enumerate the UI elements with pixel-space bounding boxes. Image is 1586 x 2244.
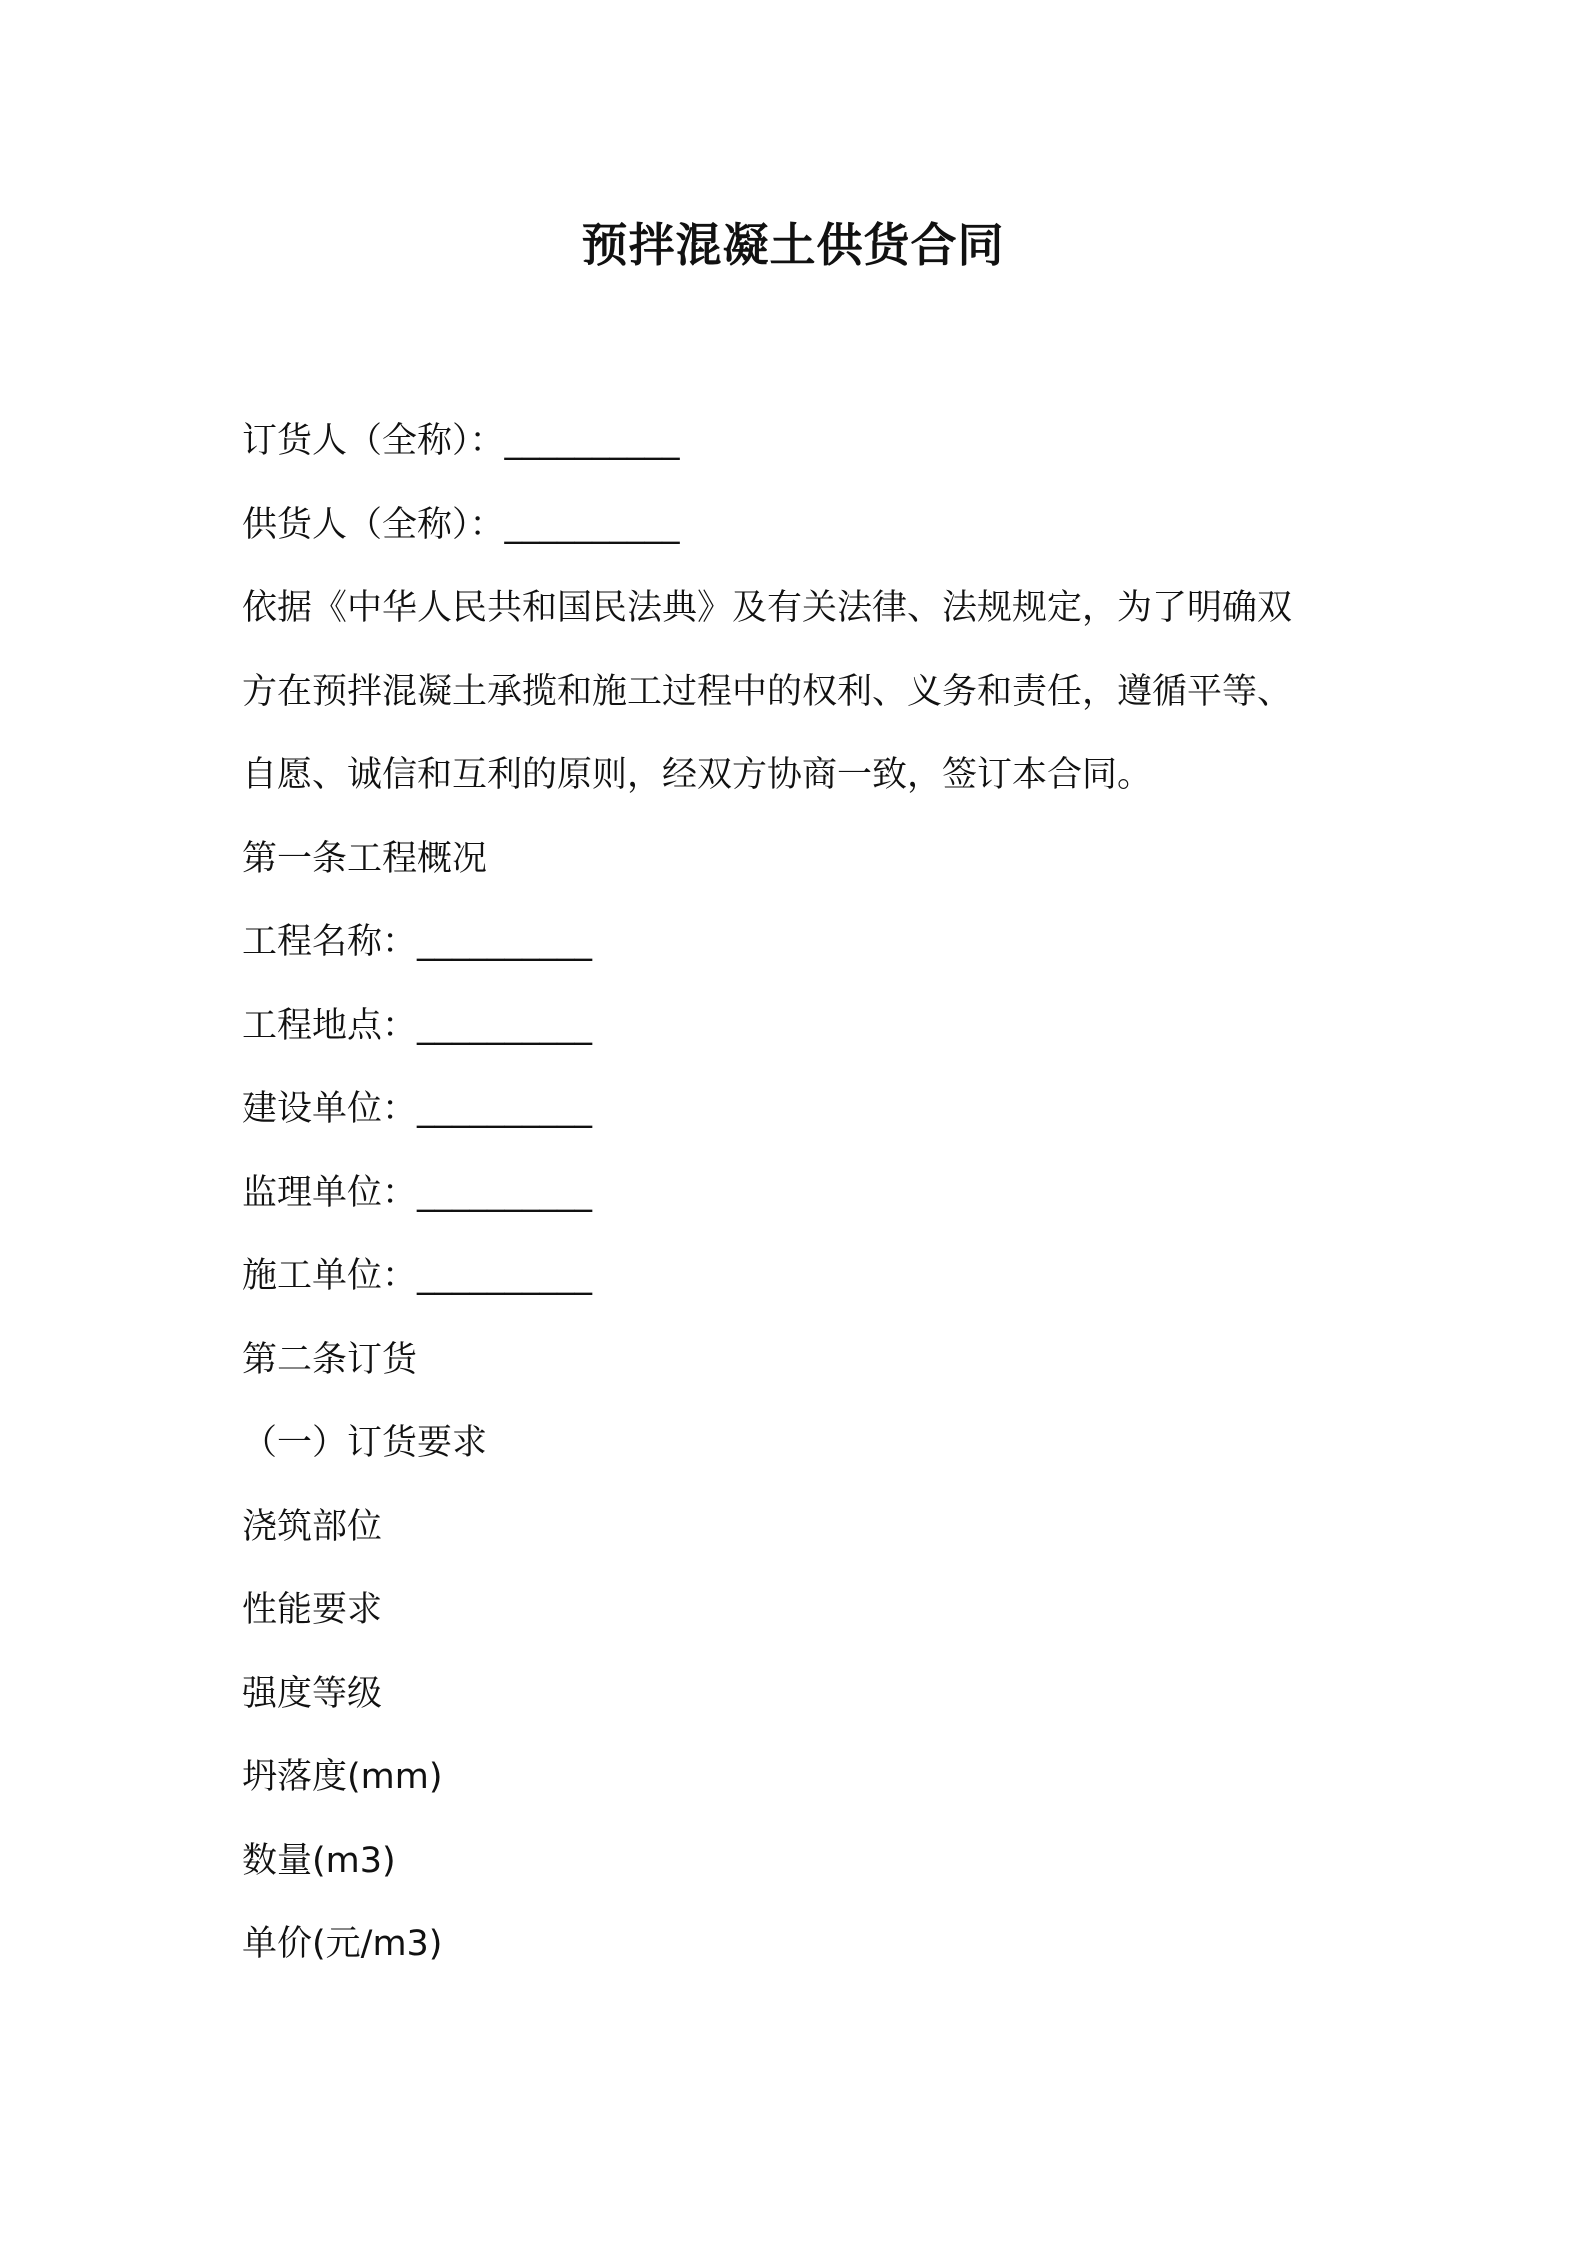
construction-unit-field: 建设单位：__________ <box>242 1089 593 1129</box>
order-requirements-subheading: （一）订货要求 <box>242 1423 488 1463</box>
supplier-field: 供货人（全称）：__________ <box>242 504 680 545</box>
project-name-field: 工程名称：__________ <box>242 922 593 962</box>
contractor-unit-field: 施工单位：__________ <box>242 1256 593 1296</box>
slump-item: 坍落度(mm) <box>242 1757 443 1797</box>
pouring-location-item: 浇筑部位 <box>242 1506 383 1547</box>
intro-line-3: 自愿、诚信和互利的原则，经双方协商一致，签订本合同。 <box>242 755 1153 795</box>
article-1-heading: 第一条工程概况 <box>242 838 488 879</box>
performance-requirements-item: 性能要求 <box>242 1590 383 1630</box>
unit-price-item: 单价(元/m3) <box>242 1924 443 1964</box>
intro-line-2: 方在预拌混凝土承揽和施工过程中的权利、义务和责任，遵循平等、 <box>242 671 1293 712</box>
document-title: 预拌混凝土供货合同 <box>581 218 1005 272</box>
document-body <box>242 400 1362 1987</box>
orderer-field: 订货人（全称）：__________ <box>242 421 680 461</box>
strength-grade-item: 强度等级 <box>242 1673 383 1714</box>
supervision-unit-field: 监理单位：__________ <box>242 1172 593 1213</box>
quantity-item: 数量(m3) <box>242 1840 396 1881</box>
project-location-field: 工程地点：__________ <box>242 1005 593 1046</box>
intro-line-1: 依据《中华人民共和国民法典》及有关法律、法规规定，为了明确双 <box>242 588 1293 628</box>
article-2-heading: 第二条订货 <box>242 1339 418 1380</box>
